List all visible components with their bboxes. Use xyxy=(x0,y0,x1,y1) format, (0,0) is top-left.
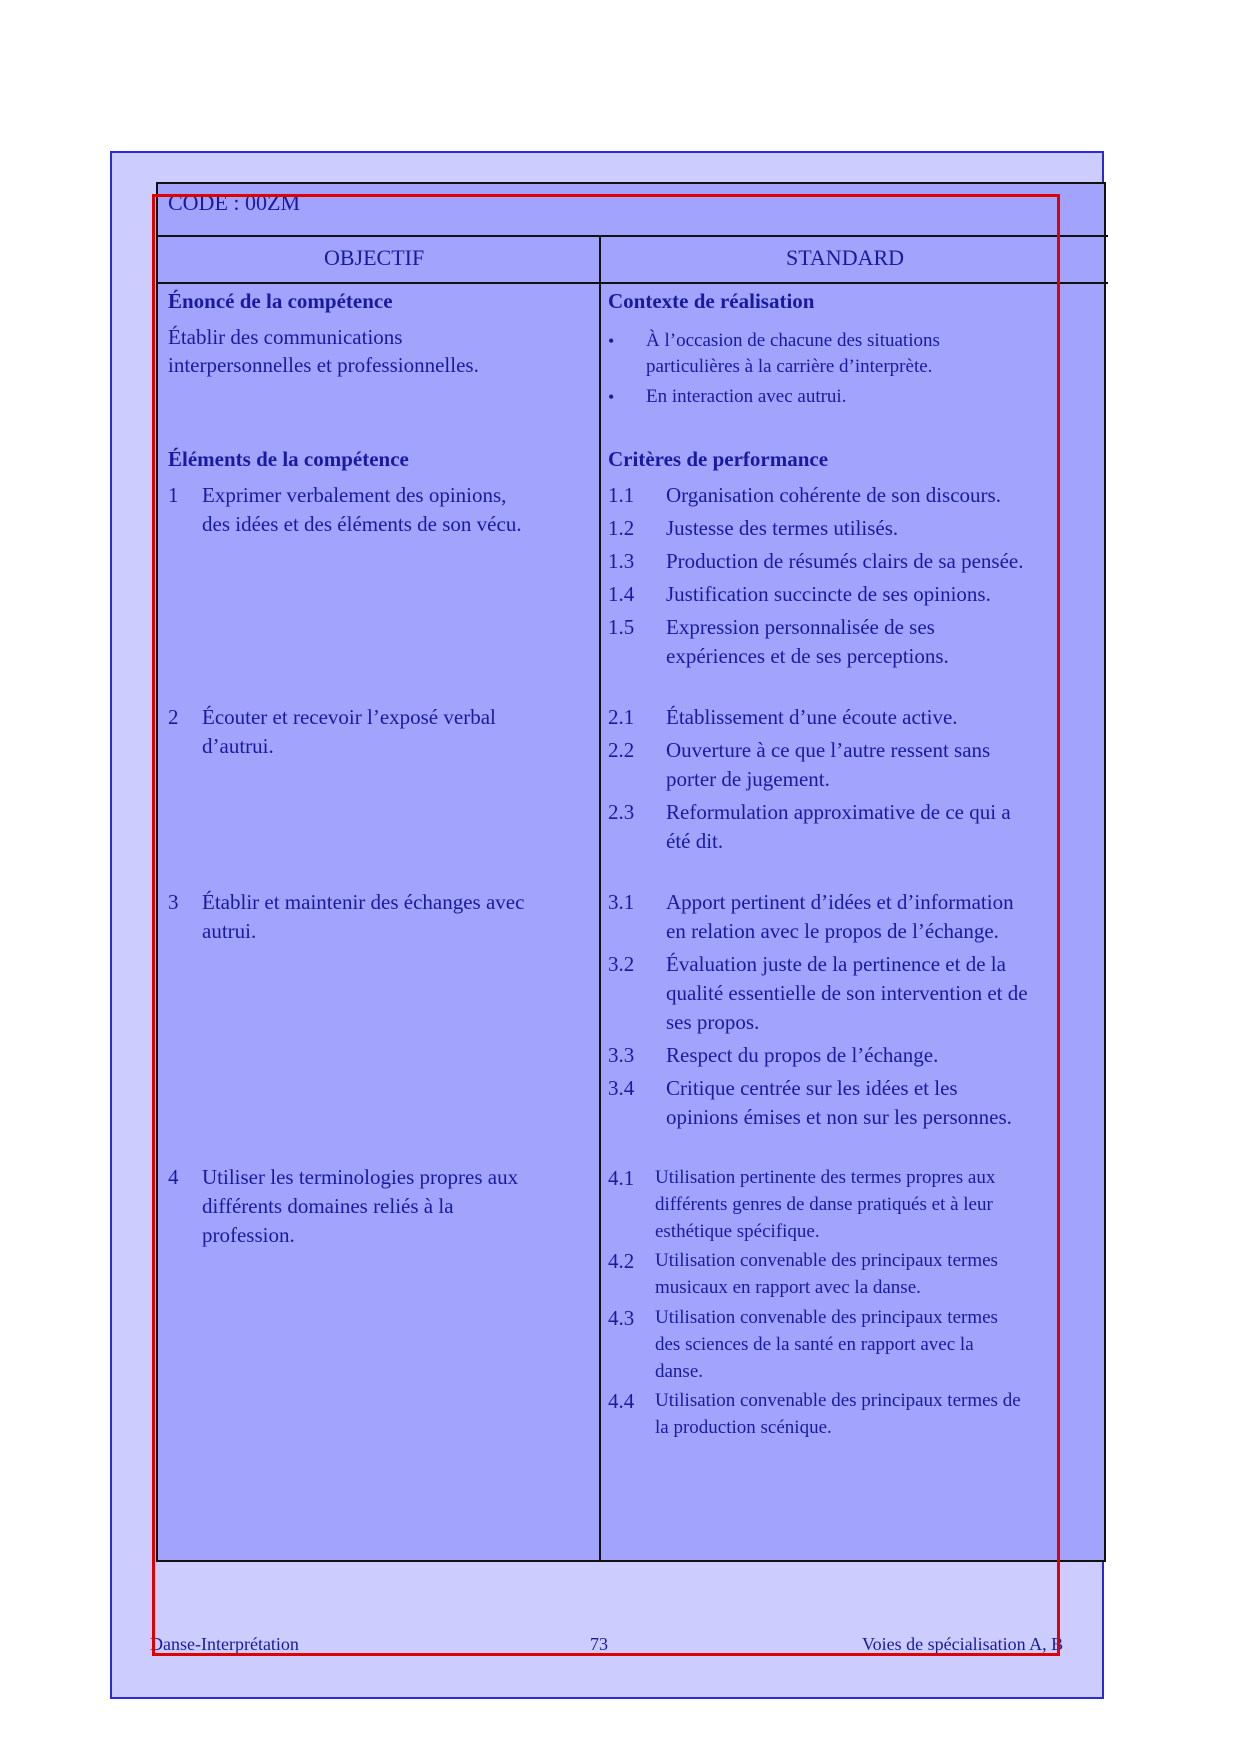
critere-line: porter de jugement. xyxy=(666,767,830,791)
critere-line: Justesse des termes utilisés. xyxy=(666,516,899,540)
critere-line: Expression personnalisée de ses xyxy=(666,615,935,639)
critere-line: Reformulation approximative de ce qui a xyxy=(666,800,1011,824)
critere-line: différents genres de danse pratiqués et à leur xyxy=(655,1194,993,1215)
critere-number: 4.3 xyxy=(608,1306,635,1330)
footer-right: Voies de spécialisation A, B xyxy=(862,1634,1064,1654)
critere-line: Établissement d’une écoute active. xyxy=(666,705,958,729)
critere-line: musicaux en rapport avec la danse. xyxy=(655,1277,921,1298)
critere-line: expériences et de ses perceptions. xyxy=(666,644,949,668)
element-number: 1 xyxy=(168,483,179,507)
header-objectif: OBJECTIF xyxy=(324,245,425,270)
enonce-line: interpersonnelles et professionnelles. xyxy=(168,353,479,377)
element-line: Utiliser les terminologies propres aux xyxy=(202,1165,519,1189)
element-line: différents domaines reliés à la xyxy=(202,1194,454,1218)
critere-line: Utilisation pertinente des termes propres aux xyxy=(655,1167,996,1188)
critere-number: 1.3 xyxy=(608,549,635,573)
element-line: des idées et des éléments de son vécu. xyxy=(202,512,522,536)
critere-number: 2.1 xyxy=(608,705,635,729)
contexte-title: Contexte de réalisation xyxy=(608,289,815,313)
critere-line: danse. xyxy=(655,1361,704,1382)
divider xyxy=(158,235,1108,237)
critere-line: qualité essentielle de son intervention et de xyxy=(666,981,1028,1005)
critere-number: 4.2 xyxy=(608,1249,635,1273)
element-line: autrui. xyxy=(202,919,257,943)
element-line: Établir et maintenir des échanges avec xyxy=(202,890,525,914)
critere-number: 1.2 xyxy=(608,516,635,540)
critere-line: des sciences de la santé en rapport avec la xyxy=(655,1334,974,1355)
critere-line: esthétique spécifique. xyxy=(655,1221,820,1242)
critere-line: la production scénique. xyxy=(655,1417,832,1438)
bullet-icon: • xyxy=(608,387,615,407)
critere-line: Critique centrée sur les idées et les xyxy=(666,1076,958,1100)
divider xyxy=(158,282,1108,284)
critere-line: Évaluation juste de la pertinence et de la xyxy=(666,952,1006,976)
critere-line: Organisation cohérente de son discours. xyxy=(666,483,1001,507)
element-line: d’autrui. xyxy=(202,734,274,758)
element-number: 2 xyxy=(168,705,179,729)
element-line: Écouter et recevoir l’exposé verbal xyxy=(202,705,496,729)
enonce-title: Énoncé de la compétence xyxy=(168,289,393,313)
elements-title: Éléments de la compétence xyxy=(168,447,409,471)
element-number: 3 xyxy=(168,890,179,914)
critere-line: Utilisation convenable des principaux termes de xyxy=(655,1390,1021,1411)
criteres-title: Critères de performance xyxy=(608,447,829,471)
critere-number: 1.5 xyxy=(608,615,635,639)
critere-number: 3.4 xyxy=(608,1076,635,1100)
critere-line: Respect du propos de l’échange. xyxy=(666,1043,939,1067)
critere-number: 2.3 xyxy=(608,800,635,824)
bullet-icon: • xyxy=(608,331,615,351)
critere-line: Production de résumés clairs de sa pensée. xyxy=(666,549,1024,573)
critere-number: 1.1 xyxy=(608,483,635,507)
header-standard: STANDARD xyxy=(786,245,905,270)
contexte-item: particulières à la carrière d’interprète. xyxy=(646,356,933,377)
element-line: Exprimer verbalement des opinions, xyxy=(202,483,507,507)
competence-code: CODE : 00ZM xyxy=(168,190,300,215)
critere-line: en relation avec le propos de l’échange. xyxy=(666,919,999,943)
critere-number: 4.4 xyxy=(608,1389,635,1413)
critere-line: ses propos. xyxy=(666,1010,760,1034)
critere-line: Apport pertinent d’idées et d’information xyxy=(666,890,1014,914)
critere-line: été dit. xyxy=(666,829,724,853)
critere-line: Utilisation convenable des principaux termes xyxy=(655,1307,998,1328)
contexte-item: En interaction avec autrui. xyxy=(646,386,847,407)
enonce-line: Établir des communications xyxy=(168,325,403,349)
page-number: 73 xyxy=(590,1634,608,1654)
critere-line: Utilisation convenable des principaux termes xyxy=(655,1250,998,1271)
critere-number: 1.4 xyxy=(608,582,635,606)
footer-left: Danse-Interprétation xyxy=(150,1634,299,1654)
contexte-item: À l’occasion de chacune des situations xyxy=(646,330,940,351)
critere-number: 3.1 xyxy=(608,890,635,914)
critere-number: 3.3 xyxy=(608,1043,635,1067)
critere-line: opinions émises et non sur les personnes. xyxy=(666,1105,1012,1129)
element-number: 4 xyxy=(168,1165,179,1189)
column-divider xyxy=(599,236,601,1561)
element-line: profession. xyxy=(202,1223,295,1247)
critere-number: 4.1 xyxy=(608,1166,635,1190)
critere-line: Ouverture à ce que l’autre ressent sans xyxy=(666,738,991,762)
critere-line: Justification succincte de ses opinions. xyxy=(666,582,991,606)
critere-number: 3.2 xyxy=(608,952,635,976)
critere-number: 2.2 xyxy=(608,738,635,762)
